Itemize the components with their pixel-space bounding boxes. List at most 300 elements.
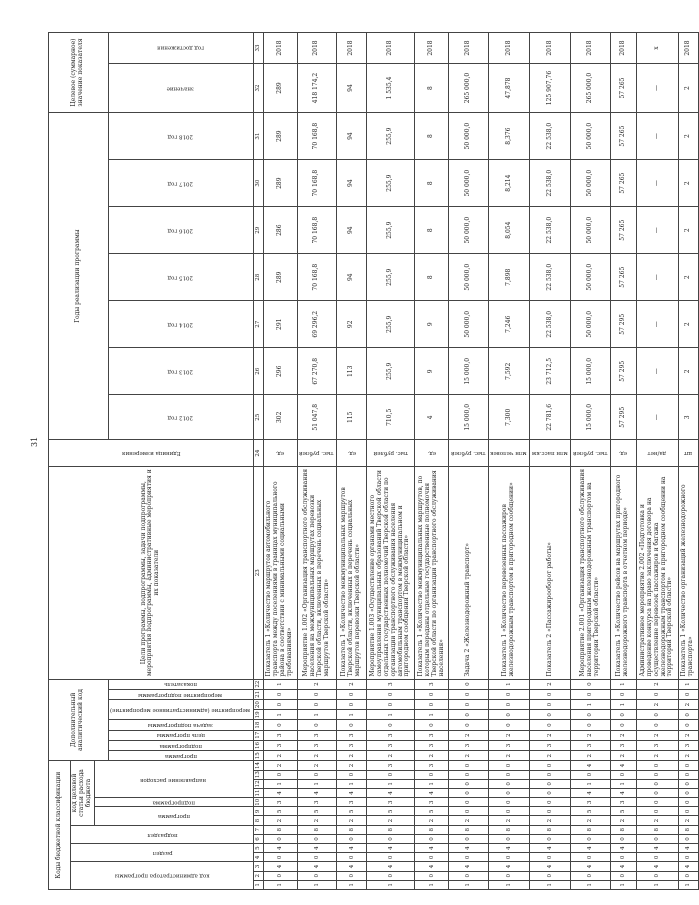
dop-digit: 0 — [530, 700, 571, 710]
kbk-digit: 0 — [636, 834, 678, 843]
dop-digit: 0 — [678, 689, 698, 699]
kbk-digit: 4 — [610, 788, 636, 797]
table-row — [415, 33, 449, 890]
dop-digit: 1 — [488, 679, 530, 689]
podrazdel-header: подраздел — [71, 825, 254, 843]
target-value: 289 — [263, 63, 297, 112]
column-number: 19 — [253, 710, 263, 720]
dop-digit: 0 — [449, 700, 488, 710]
kbk-digit: 0 — [449, 853, 488, 862]
dop-digit: 1 — [678, 679, 698, 689]
year-value: 289 — [263, 160, 297, 207]
target-value-header: значение — [108, 63, 253, 112]
dop-digit: 0 — [678, 720, 698, 730]
year-value: 2 — [678, 113, 698, 160]
dop-digit: 2 — [488, 730, 530, 740]
dop-digit: 2 — [297, 679, 336, 689]
base-year-value: 22 781,6 — [530, 395, 571, 440]
kbk-digit: 8 — [530, 825, 571, 834]
table-row — [488, 33, 530, 890]
kbk-digit: 3 — [337, 798, 367, 807]
dop-digit: 3 — [337, 740, 367, 750]
target-value: 265 000,0 — [449, 63, 488, 112]
year-value: 50 000,0 — [449, 207, 488, 254]
dop-digit: 2 — [530, 751, 571, 761]
dop-digit: 1 — [610, 700, 636, 710]
kbk-digit: 0 — [530, 834, 571, 843]
kbk-digit: 8 — [636, 825, 678, 834]
dop-digit: 3 — [415, 679, 449, 689]
target-value: 125 907,76 — [530, 63, 571, 112]
year-value: 57 265 — [610, 207, 636, 254]
dop-digit: 0 — [367, 689, 415, 699]
column-number: 5 — [253, 844, 263, 853]
column-number: 27 — [253, 301, 263, 348]
kbk-digit: 1 — [263, 779, 297, 788]
kbk-digit: 0 — [610, 853, 636, 862]
column-number: 6 — [253, 834, 263, 843]
column-number: 31 — [253, 113, 263, 160]
kbk-digit: 1 — [678, 880, 698, 889]
kbk-digit: 0 — [297, 853, 336, 862]
table-row — [449, 33, 488, 890]
dop-digit: 2 — [636, 679, 678, 689]
kbk-digit: 1 — [488, 880, 530, 889]
kbk-digit: 4 — [530, 862, 571, 871]
dop-digit: 0 — [530, 720, 571, 730]
year-value: 286 — [263, 207, 297, 254]
dop-digit: 2 — [449, 730, 488, 740]
kbk-digit: 1 — [367, 779, 415, 788]
dop-sub-4: мероприятие (административное мероприятие) — [108, 700, 253, 720]
column-number: 2 — [253, 871, 263, 880]
dop-digit: 3 — [297, 730, 336, 740]
dop-digit: 1 — [610, 679, 636, 689]
goal-cell: Административное мероприятие 2.002 «Подготовка и проведение конкурса на право заключения договора на осуществление перевозок пассажиров и багажа железнодорожным транспортом в пригородном сообщении на территории Тверской области» — [636, 466, 678, 679]
year-value: 94 — [337, 207, 367, 254]
kbk-digit: 0 — [636, 807, 678, 816]
kbk-digit: 0 — [449, 798, 488, 807]
target-year: 2018 — [337, 33, 367, 64]
kbk-digit: 0 — [636, 761, 678, 770]
dop-digit: 1 — [263, 679, 297, 689]
base-year-value: 3 — [678, 395, 698, 440]
dop-digit: 1 — [367, 710, 415, 720]
kbk-digit: 4 — [488, 862, 530, 871]
dop-sub-5: мероприятие подпрограммы — [108, 689, 253, 699]
column-number: 29 — [253, 207, 263, 254]
kbk-digit: 1 — [337, 779, 367, 788]
dop-digit: 2 — [678, 700, 698, 710]
dop-digit: 0 — [610, 720, 636, 730]
year-value: 255,9 — [367, 207, 415, 254]
dop-digit: 0 — [415, 700, 449, 710]
base-year-value: 15 000,0 — [449, 395, 488, 440]
column-number-row — [253, 33, 263, 890]
dop-digit: 2 — [610, 751, 636, 761]
dop-digit: 0 — [297, 720, 336, 730]
kbk-digit: 5 — [610, 807, 636, 816]
year-value: 255,9 — [367, 348, 415, 395]
column-number: 24 — [253, 440, 263, 467]
kbk-digit: 4 — [367, 788, 415, 797]
column-number: 10 — [253, 798, 263, 807]
goal-cell: Задача 2 «Железнодорожный транспорт» — [449, 466, 488, 679]
kbk-digit: 0 — [449, 834, 488, 843]
dop-digit: 1 — [571, 700, 610, 710]
year-value: — — [636, 348, 678, 395]
target-year: 2018 — [263, 33, 297, 64]
column-number: 13 — [253, 770, 263, 779]
dop-digit: 1 — [415, 710, 449, 720]
dop-digit: 2 — [636, 700, 678, 710]
unit-cell: ед. — [337, 440, 367, 467]
kbk-digit: 0 — [571, 871, 610, 880]
year-header-1: 2014 год — [108, 301, 253, 348]
unit-cell: тыс. рублей — [571, 440, 610, 467]
year-header-2: 2015 год — [108, 254, 253, 301]
table-row — [571, 33, 610, 890]
kbk-digit: 0 — [678, 770, 698, 779]
target-year: 2018 — [488, 33, 530, 64]
year-value: 7,246 — [488, 301, 530, 348]
dop-digit: 2 — [367, 751, 415, 761]
kbk-digit: 0 — [678, 761, 698, 770]
kbk-digit: 0 — [263, 853, 297, 862]
kbk-digit: 1 — [367, 880, 415, 889]
kbk-digit: 2 — [449, 816, 488, 825]
kbk-digit: 0 — [367, 770, 415, 779]
year-value: 57 295 — [610, 301, 636, 348]
dop-digit: 0 — [488, 720, 530, 730]
year-value: 23 712,5 — [530, 348, 571, 395]
year-value: 113 — [337, 348, 367, 395]
kbk-digit: 0 — [636, 871, 678, 880]
kbk-digit: 2 — [415, 816, 449, 825]
dop-digit: 0 — [610, 710, 636, 720]
year-value: 9 — [415, 348, 449, 395]
year-value: 70 168,8 — [297, 113, 336, 160]
year-value: 70 168,8 — [297, 160, 336, 207]
kbk-digit: 0 — [610, 871, 636, 880]
year-value: 2 — [678, 348, 698, 395]
target-year: 2018 — [571, 33, 610, 64]
year-value: 255,9 — [367, 301, 415, 348]
column-number: 22 — [253, 679, 263, 689]
unit-cell: ед. — [263, 440, 297, 467]
kbk-digit: 0 — [530, 788, 571, 797]
dop-sub-6: показатель — [108, 679, 253, 689]
kbk-digit: 2 — [337, 761, 367, 770]
kbk-digit: 0 — [415, 871, 449, 880]
year-value: 255,9 — [367, 113, 415, 160]
kbk-digit: 3 — [610, 798, 636, 807]
kbk-digit: 2 — [337, 816, 367, 825]
kbk-digit: 4 — [415, 862, 449, 871]
dop-digit: 0 — [297, 689, 336, 699]
column-number: 17 — [253, 730, 263, 740]
year-value: 22 538,0 — [530, 113, 571, 160]
kbk-digit: 4 — [337, 862, 367, 871]
goal-cell: Показатель 1 «Количество межмуниципальных маршрутов, по которым переданы отдельные государственные полномочия Тверской области по организации транспортного обслуживания населения» — [415, 466, 449, 679]
kbk-digit: 4 — [610, 862, 636, 871]
column-number: 8 — [253, 816, 263, 825]
column-number: 23 — [253, 466, 263, 679]
target-year: 2018 — [610, 33, 636, 64]
kbk-digit: 8 — [367, 825, 415, 834]
kbk-header: Коды бюджетной классификации — [49, 761, 71, 890]
column-number: 1 — [253, 880, 263, 889]
dop-digit: 0 — [367, 700, 415, 710]
dop-digit: 3 — [337, 730, 367, 740]
target-value: — — [636, 63, 678, 112]
year-value: 67 270,8 — [297, 348, 336, 395]
table-row — [263, 33, 297, 890]
dop-digit: 2 — [636, 730, 678, 740]
dop-digit: 0 — [297, 700, 336, 710]
kcsr-program-header: программа — [94, 807, 253, 825]
year-value: 50 000,0 — [449, 301, 488, 348]
year-value: 8 — [415, 160, 449, 207]
dop-digit: 0 — [636, 720, 678, 730]
dop-digit: 0 — [530, 689, 571, 699]
dop-digit: 2 — [678, 751, 698, 761]
kbk-digit: 4 — [415, 844, 449, 853]
kbk-digit: 0 — [488, 834, 530, 843]
kbk-digit: 0 — [530, 761, 571, 770]
kbk-digit: 5 — [571, 807, 610, 816]
rotated-page — [48, 32, 695, 890]
kbk-digit: 0 — [297, 834, 336, 843]
year-value: 291 — [263, 301, 297, 348]
dop-digit: 0 — [571, 720, 610, 730]
kbk-digit: 0 — [488, 807, 530, 816]
kbk-digit: 4 — [571, 788, 610, 797]
kbk-digit: 1 — [297, 779, 336, 788]
kbk-digit: 0 — [449, 807, 488, 816]
years-header: Годы реализации программы — [49, 113, 109, 440]
kcsr-header: код целевой статьи расхода бюджета — [71, 761, 95, 825]
year-header-3: 2016 год — [108, 207, 253, 254]
year-value: 2 — [678, 254, 698, 301]
kbk-digit: 0 — [415, 834, 449, 843]
kbk-digit: 0 — [488, 761, 530, 770]
kbk-digit: 2 — [263, 761, 297, 770]
year-value: 8,054 — [488, 207, 530, 254]
dop-digit: 3 — [367, 730, 415, 740]
column-number: 16 — [253, 740, 263, 750]
column-number: 33 — [253, 33, 263, 64]
column-number: 4 — [253, 853, 263, 862]
kbk-digit: 0 — [488, 788, 530, 797]
dop-digit: 3 — [263, 740, 297, 750]
table-row — [297, 33, 336, 890]
dop-digit: 0 — [337, 689, 367, 699]
kbk-digit: 1 — [415, 880, 449, 889]
year-value: 2 — [678, 301, 698, 348]
dop-digit: 1 — [337, 710, 367, 720]
kbk-digit: 5 — [367, 807, 415, 816]
dop-digit: 1 — [297, 710, 336, 720]
base-year-value: 15 000,0 — [571, 395, 610, 440]
dop-digit: 3 — [530, 740, 571, 750]
unit-cell: млн человек — [488, 440, 530, 467]
goal-cell: Мероприятие 1.002 «Организация транспортного обслуживания населения на межмуниципальных маршрутах перевозки Тверской области, включенных в перечень социальных маршрутов Тверской области» — [297, 466, 336, 679]
target-value: 418 174,2 — [297, 63, 336, 112]
kbk-digit: 0 — [449, 770, 488, 779]
kbk-digit: 0 — [610, 834, 636, 843]
dop-digit: 3 — [415, 730, 449, 740]
dop-digit: 3 — [571, 740, 610, 750]
year-value: 94 — [337, 113, 367, 160]
kbk-digit: 5 — [337, 807, 367, 816]
base-year-value: — — [636, 395, 678, 440]
year-value: 8,214 — [488, 160, 530, 207]
kbk-digit: 0 — [367, 871, 415, 880]
kbk-digit: 4 — [449, 862, 488, 871]
dop-sub-1: подпрограмма — [108, 740, 253, 750]
dop-digit: 3 — [367, 679, 415, 689]
target-year: х — [636, 33, 678, 64]
kbk-digit: 1 — [337, 880, 367, 889]
kbk-digit: 0 — [449, 871, 488, 880]
dop-digit: 0 — [636, 710, 678, 720]
kbk-digit: 0 — [530, 807, 571, 816]
column-number: 11 — [253, 788, 263, 797]
kbk-digit: 0 — [337, 871, 367, 880]
base-year-value: 57 295 — [610, 395, 636, 440]
year-header-0: 2013 год — [108, 348, 253, 395]
base-year-header: 2012 год — [108, 395, 253, 440]
kbk-digit: 0 — [636, 779, 678, 788]
year-value: 57 295 — [610, 348, 636, 395]
base-year-value: 302 — [263, 395, 297, 440]
dop-digit: 2 — [415, 751, 449, 761]
year-value: 8,376 — [488, 113, 530, 160]
kbk-digit: 0 — [297, 871, 336, 880]
unit-cell: да/нет — [636, 440, 678, 467]
year-value: 8 — [415, 113, 449, 160]
kbk-digit: 4 — [297, 788, 336, 797]
year-value: 22 538,0 — [530, 207, 571, 254]
dop-digit: 0 — [636, 689, 678, 699]
kbk-digit: 4 — [367, 862, 415, 871]
goal-cell: Показатель 1 «Количество рейсов на маршрутах пригородного железнодорожного транспорта в отчетном периоде» — [610, 466, 636, 679]
dop-digit: 0 — [488, 689, 530, 699]
kbk-digit: 4 — [367, 844, 415, 853]
kbk-digit: 5 — [297, 807, 336, 816]
kbk-digit: 2 — [297, 761, 336, 770]
kbk-digit: 0 — [263, 834, 297, 843]
kbk-digit: 2 — [367, 816, 415, 825]
kbk-digit: 4 — [678, 844, 698, 853]
kbk-digit: 3 — [415, 761, 449, 770]
goal-cell: Мероприятие 2.001 «Организация транспортного обслуживания населения пригородным железнодорожным транспортом на территории Тверской области» — [571, 466, 610, 679]
unit-cell: тыс. рублей — [297, 440, 336, 467]
table-row — [530, 33, 571, 890]
kbk-digit: 8 — [610, 825, 636, 834]
dop-digit: 2 — [449, 751, 488, 761]
goal-cell: Показатель 2 «Пассажирооборот работы» — [530, 466, 571, 679]
goal-cell: Мероприятие 1.003 «Осуществление органами местного самоуправления муниципальных образований Тверской области отдельных государственных полномочий Тверской области по организации транспортного обслуживания населения автомобильным транспортом в межмуниципальном и пригородном сообщении Тверской области» — [367, 466, 415, 679]
year-value: 255,9 — [367, 160, 415, 207]
kbk-digit: 4 — [449, 844, 488, 853]
dop-digit: 3 — [449, 740, 488, 750]
kbk-digit: 1 — [449, 880, 488, 889]
kbk-digit: 0 — [488, 871, 530, 880]
dop-digit: 0 — [571, 679, 610, 689]
target-year: 2018 — [367, 33, 415, 64]
kbk-digit: 0 — [678, 871, 698, 880]
kbk-digit: 0 — [263, 871, 297, 880]
year-value: 8 — [415, 254, 449, 301]
base-year-value: 115 — [337, 395, 367, 440]
year-value: 92 — [337, 301, 367, 348]
kbk-digit: 8 — [678, 825, 698, 834]
base-year-value: 4 — [415, 395, 449, 440]
kcsr-subprogram-header: подпрограмма — [94, 798, 253, 807]
column-number: 15 — [253, 751, 263, 761]
year-value: 50 000,0 — [449, 113, 488, 160]
dop-digit: 2 — [337, 751, 367, 761]
kbk-digit: 5 — [415, 807, 449, 816]
kbk-digit: 0 — [571, 853, 610, 862]
kbk-digit: 0 — [636, 770, 678, 779]
column-number: 25 — [253, 395, 263, 440]
target-year: 2018 — [297, 33, 336, 64]
year-value: 50 000,0 — [571, 113, 610, 160]
dop-digit: 2 — [297, 751, 336, 761]
dop-digit: 3 — [610, 740, 636, 750]
year-header-4: 2017 год — [108, 160, 253, 207]
year-value: 7,898 — [488, 254, 530, 301]
column-number: 18 — [253, 720, 263, 730]
year-value: — — [636, 160, 678, 207]
year-value: 50 000,0 — [571, 301, 610, 348]
kbk-digit: 1 — [415, 779, 449, 788]
kbk-digit: 8 — [449, 825, 488, 834]
column-number: 26 — [253, 348, 263, 395]
kbk-digit: 0 — [415, 853, 449, 862]
goal-cell: Показатель 1 «Количество перевезенных пассажиров железнодорожным транспортом в пригородном сообщении» — [488, 466, 530, 679]
base-year-value: 51 047,8 — [297, 395, 336, 440]
kbk-digit: 0 — [488, 798, 530, 807]
dop-digit: 2 — [530, 730, 571, 740]
base-year-value: 710,5 — [367, 395, 415, 440]
dop-digit: 0 — [367, 720, 415, 730]
year-value: 70 168,8 — [297, 207, 336, 254]
dop-digit: 2 — [571, 751, 610, 761]
unit-cell: ед. — [610, 440, 636, 467]
kbk-digit: 0 — [636, 788, 678, 797]
dop-digit: 0 — [571, 710, 610, 720]
goal-cell: Показатель 1 «Количество маршрутов автомобильного транспорта между поселениями в границах муниципального района в соответствии с минимальными социальными требованиями» — [263, 466, 297, 679]
kbk-digit: 3 — [263, 798, 297, 807]
kbk-digit: 4 — [488, 844, 530, 853]
year-value: 296 — [263, 348, 297, 395]
target-year: 2018 — [678, 33, 698, 64]
dop-digit: 3 — [636, 740, 678, 750]
dop-digit: 0 — [678, 710, 698, 720]
kbk-digit: 3 — [297, 798, 336, 807]
kbk-digit: 0 — [530, 871, 571, 880]
kbk-digit: 2 — [678, 816, 698, 825]
program-table — [48, 32, 699, 890]
column-number: 21 — [253, 689, 263, 699]
target-year: 2018 — [415, 33, 449, 64]
year-value: 9 — [415, 301, 449, 348]
dop-digit: 2 — [337, 679, 367, 689]
